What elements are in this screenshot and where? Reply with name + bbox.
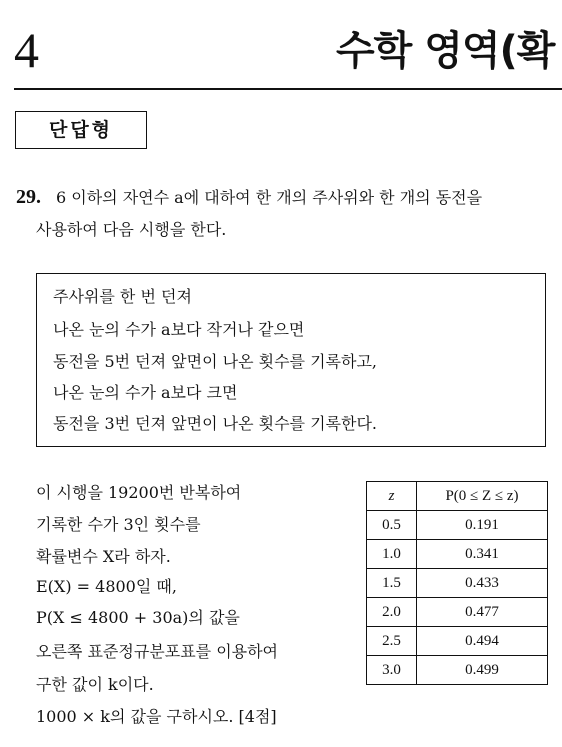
section-label: 단답형 [15,111,147,149]
problem-line: 1000 × k의 값을 구하시오. [4점] [36,707,277,726]
problem-line: P(X ≤ 4800 + 30a)의 값을 [36,608,240,627]
problem-line: E(X) = 4800일 때, [36,577,177,596]
table-cell-probability: 0.494 [417,627,548,656]
standard-normal-table [366,481,548,685]
table-cell-probability: 0.433 [417,569,548,598]
table-row [367,598,548,627]
table-cell-z: 1.0 [367,540,417,569]
page-title: 수학 영역(확 [336,28,555,74]
problem-line: 확률변수 X라 하자. [36,547,171,566]
table-cell-z: 0.5 [367,511,417,540]
procedure-line: 동전을 3번 던져 앞면이 나온 횟수를 기록한다. [53,414,377,433]
procedure-line: 동전을 5번 던져 앞면이 나온 횟수를 기록하고, [53,352,377,371]
procedure-line: 나온 눈의 수가 a보다 작거나 같으면 [53,320,305,339]
table-header-z: z [367,482,417,511]
table-cell-probability: 0.191 [417,511,548,540]
problem-line: 오른쪽 표준정규분포표를 이용하여 [36,642,279,661]
procedure-line: 나온 눈의 수가 a보다 크면 [53,383,238,402]
table-row [367,627,548,656]
table-cell-probability: 0.499 [417,656,548,685]
question-number: 29. [16,186,41,208]
table-row [367,540,548,569]
table-cell-probability: 0.341 [417,540,548,569]
table-row [367,511,548,540]
table-cell-z: 2.0 [367,598,417,627]
table-header-probability: P(0 ≤ Z ≤ z) [417,482,548,511]
table-row [367,656,548,685]
problem-line: 구한 값이 k이다. [36,675,154,694]
procedure-line: 주사위를 한 번 던져 [53,287,192,306]
problem-line: 기록한 수가 3인 횟수를 [36,515,201,534]
header-divider [14,88,562,90]
table-cell-probability: 0.477 [417,598,548,627]
question-intro-line-1: 6 이하의 자연수 a에 대하여 한 개의 주사위와 한 개의 동전을 [56,188,483,207]
question-intro-line-2: 사용하여 다음 시행을 한다. [36,220,227,239]
table-row [367,569,548,598]
table-cell-z: 1.5 [367,569,417,598]
procedure-box [36,273,546,447]
table-header-row [367,482,548,511]
page-number: 4 [14,22,39,78]
table-cell-z: 2.5 [367,627,417,656]
table-cell-z: 3.0 [367,656,417,685]
problem-line: 이 시행을 19200번 반복하여 [36,483,242,502]
